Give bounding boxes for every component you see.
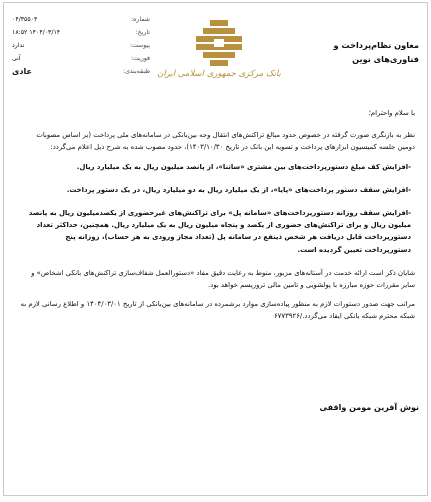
meta-value: عادی (12, 67, 32, 76)
letter-body (18, 107, 415, 330)
logo-bar-icon (203, 52, 235, 58)
logo-bar-icon (203, 28, 235, 34)
logo-bar-icon (210, 20, 228, 26)
greeting: با سلام واحترام؛ (368, 109, 415, 117)
meta-row-attachment (10, 39, 150, 52)
meta-value: ندارد (12, 42, 25, 49)
meta-row-date (10, 26, 150, 39)
list-item: -افزایش کف مبلغ دستورپرداخت‌های بین مشتری «ساتنا»، از پانصد میلیون ریال به یک میلیارد ریال. (76, 162, 411, 171)
logo-center-icon (214, 39, 224, 47)
list-item: -افزایش سقف روزانه دستورپرداخت‌های «سامانه پل» برای تراکنش‌های غیرحضوری از یکصدمیلیون ریال به پانصد میلیون ریال و برای تراکنش‌های حضوری از یکصد و پنجاه میلیون ریال به یک میلیارد ریال. همچنین، حداکثر تعداد دستورپرداخت قابل دریافت هر شخص ذینفع در سامانه پل (تعداد مجاز ورودی به هر حساب)، روزانه پنج دستورپرداخت تعیین گردیده است. (28, 209, 411, 254)
meta-label: طبقه‌بندی: (122, 68, 150, 75)
letter-meta-block (10, 13, 150, 78)
sender-department (309, 38, 419, 66)
meta-value: آنی (12, 55, 21, 62)
department-line: معاون نظام‌پرداخت و (333, 40, 419, 50)
meta-value: ۱۴۰۴/۰۳/۱۴ ۱۸:۵۲ (12, 29, 61, 36)
compliance-paragraph: شایان ذکر است ارائه خدمت در آستانه‌های مزبور، منوط به رعایت دقیق مفاد «دستورالعمل شفاف‌سازی تراکنش‌های بانکی اشخاص» و سایر مقررات حوزه مبارزه با پولشویی و تامین مالی تروریسم خواهد بود. (31, 268, 415, 290)
meta-value: ۰۴/۳۵۵۰۴ (12, 16, 38, 23)
department-line: فناوری‌های نوین (352, 54, 419, 64)
bank-name: بانک مرکزی جمهوری اسلامی ایران (157, 69, 281, 79)
signature-name: نوش آفرین مومن واقفی (319, 403, 419, 412)
meta-label: پیوست: (129, 42, 150, 49)
meta-row-number (10, 13, 150, 26)
meta-label: شماره: (131, 16, 150, 23)
closing-paragraph: مراتب جهت صدور دستورات لازم به منظور پیاده‌سازی موارد برشمرده در سامانه‌های بین‌بانکی از تاریخ ۱۴۰۴/۰۳/۰۱ و اطلاع رسانی لازم به شبکه محترم شبکه بانکی ایفاد می‌گردد./۶۷۷۳۹۲۶ (20, 300, 415, 321)
meta-label: تاریخ: (135, 29, 150, 36)
intro-paragraph: نظر به بازنگری صورت گرفته در خصوص حدود مبالغ تراکنش‌های انتقال وجه بین‌بانکی در سامانه‌های ملی پرداخت (بر اساس مصوبات دومین جلسه کمیسیون ابزارهای پرداخت و تسویه این بانک در تاریخ ۱۴۰۳/۱۰/۳۰)، حدود مصوب شده به شرح ذیل اعلام می‌گردد: (36, 131, 415, 152)
list-item: -افزایش سقف دستور پرداخت‌های «پایا»، از یک میلیارد ریال به دو میلیارد ریال، در یک دستور پرداخت. (66, 185, 411, 194)
central-bank-logo (191, 19, 247, 75)
letter-page (3, 2, 428, 496)
logo-bar-icon (210, 60, 228, 66)
meta-label: فوریت: (130, 55, 150, 62)
meta-row-urgency (10, 52, 150, 65)
meta-row-classification (10, 65, 150, 78)
